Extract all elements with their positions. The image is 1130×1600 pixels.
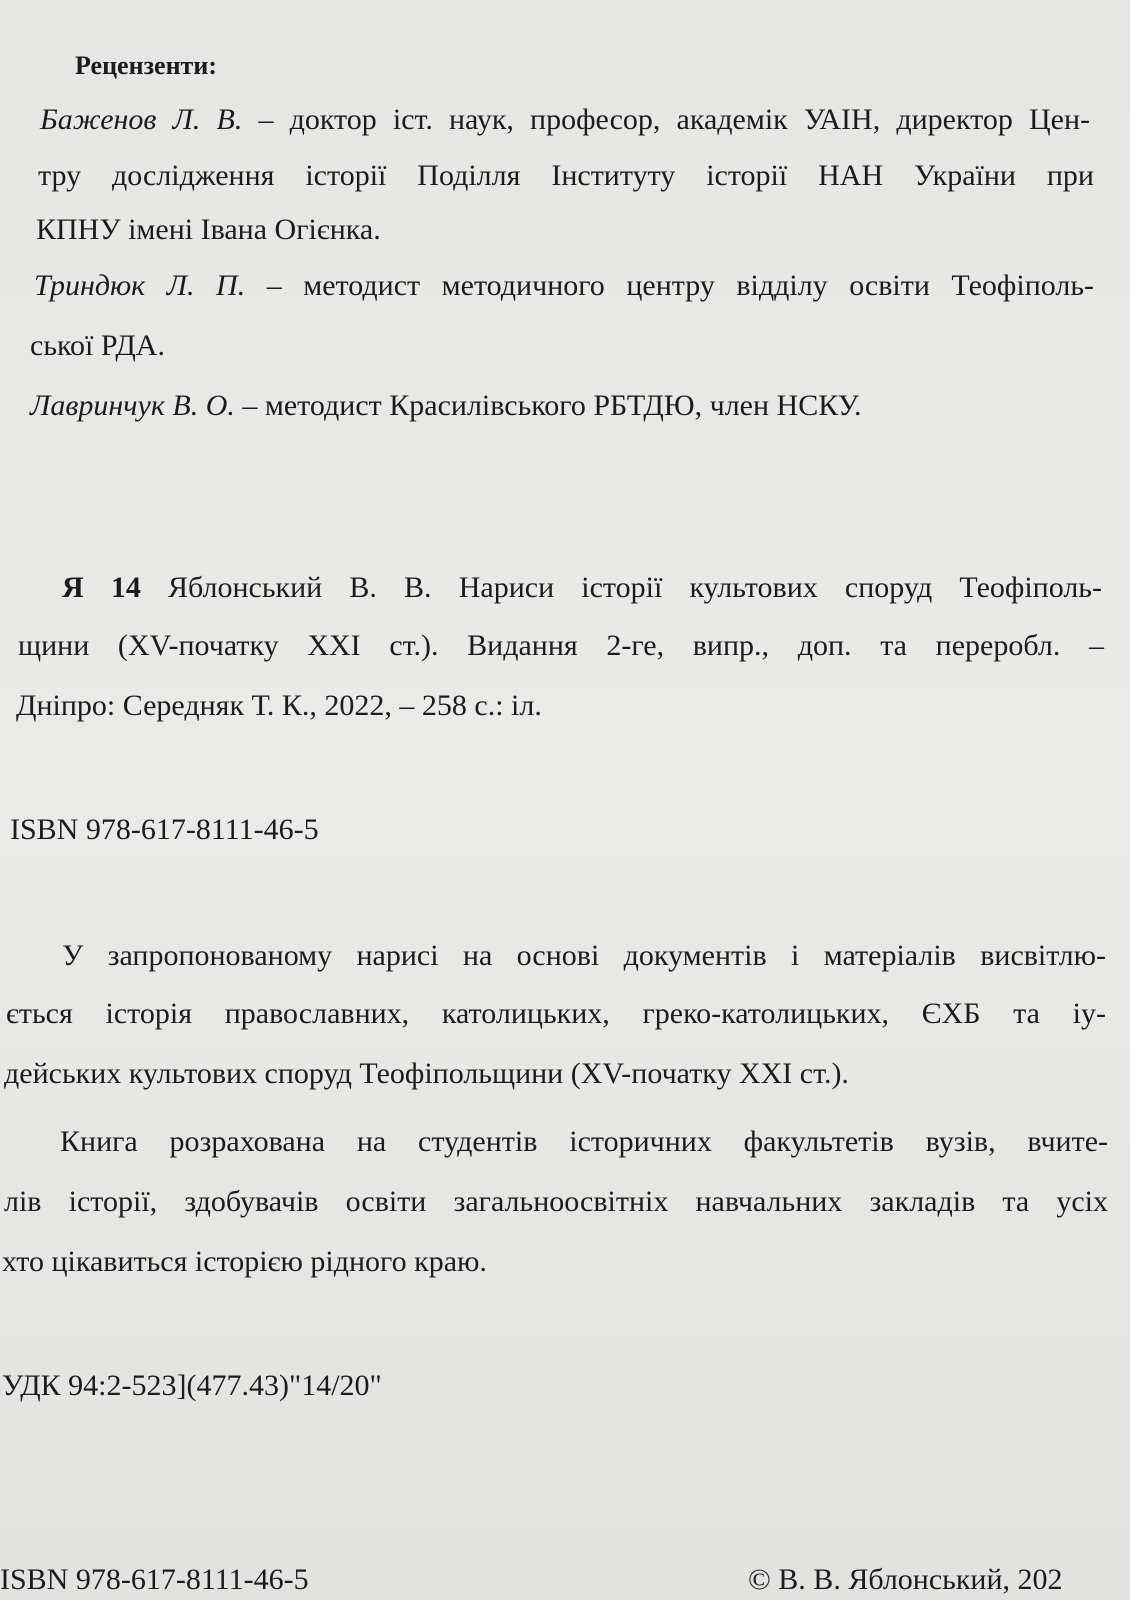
abstract-p1-line-2: ється історія православних, католицьких, греко-католицьких, ЄХБ та іу- — [6, 997, 1106, 1030]
reviewer-1-name: Баженов Л. В. — [40, 103, 243, 136]
abstract-p1-line-1: У запропонованому нарисі на основі документів і матеріалів висвітлю- — [62, 939, 1106, 972]
reviewer-3-text: – методист Красилівського РБТДЮ, член НСКУ. — [234, 389, 862, 422]
reviewer-1-line-2: тру дослідження історії Поділля Інституту історії НАН України при — [38, 159, 1094, 192]
reviewers-heading: Рецензенти: — [75, 51, 217, 80]
isbn-top: ISBN 978-617-8111-46-5 — [10, 813, 319, 846]
catalog-line-2: щини (XV-початку XXI ст.). Видання 2-ге, випр., доп. та переробл. – — [18, 629, 1104, 662]
abstract-p2-line-1: Книга розрахована на студентів історичних факультетів вузів, вчите- — [60, 1125, 1108, 1158]
reviewer-1-line-3: КПНУ імені Івана Огієнка. — [36, 213, 381, 246]
reviewer-2-line-1 — [34, 268, 1094, 304]
catalog-text: Яблонський В. В. Нариси історії культових споруд Теофіполь- — [140, 571, 1102, 604]
catalog-line-3: Дніпро: Середняк Т. К., 2022, – 258 с.: іл. — [16, 689, 542, 722]
isbn-footer: ISBN 978-617-8111-46-5 — [0, 1563, 309, 1596]
reviewer-2-line-2: ської РДА. — [30, 329, 165, 362]
catalog-code: Я 14 — [62, 571, 141, 604]
reviewer-1-text: – доктор іст. наук, професор, академік УАІН, директор Цен- — [242, 103, 1090, 136]
abstract-p2-line-3: хто цікавиться історією рідного краю. — [2, 1245, 487, 1278]
catalog-line-1 — [62, 570, 1102, 606]
copyright: © В. В. Яблонський, 202 — [748, 1563, 1063, 1596]
reviewer-3-line-1 — [30, 388, 861, 424]
reviewer-1-line-1 — [40, 102, 1090, 138]
udk-code: УДК 94:2-523](477.43)"14/20" — [2, 1369, 382, 1402]
reviewer-2-text: – методист методичного центру відділу освіти Теофіполь- — [245, 269, 1095, 302]
abstract-p1-line-3: дейських культових споруд Теофіпольщини (XV-початку XXI ст.). — [4, 1057, 849, 1090]
abstract-p2-line-2: лів історії, здобувачів освіти загальноосвітніх навчальних закладів та усіх — [4, 1185, 1108, 1218]
reviewer-3-name: Лавринчук В. О. — [30, 389, 235, 422]
reviewer-2-name: Триндюк Л. П. — [34, 269, 246, 302]
